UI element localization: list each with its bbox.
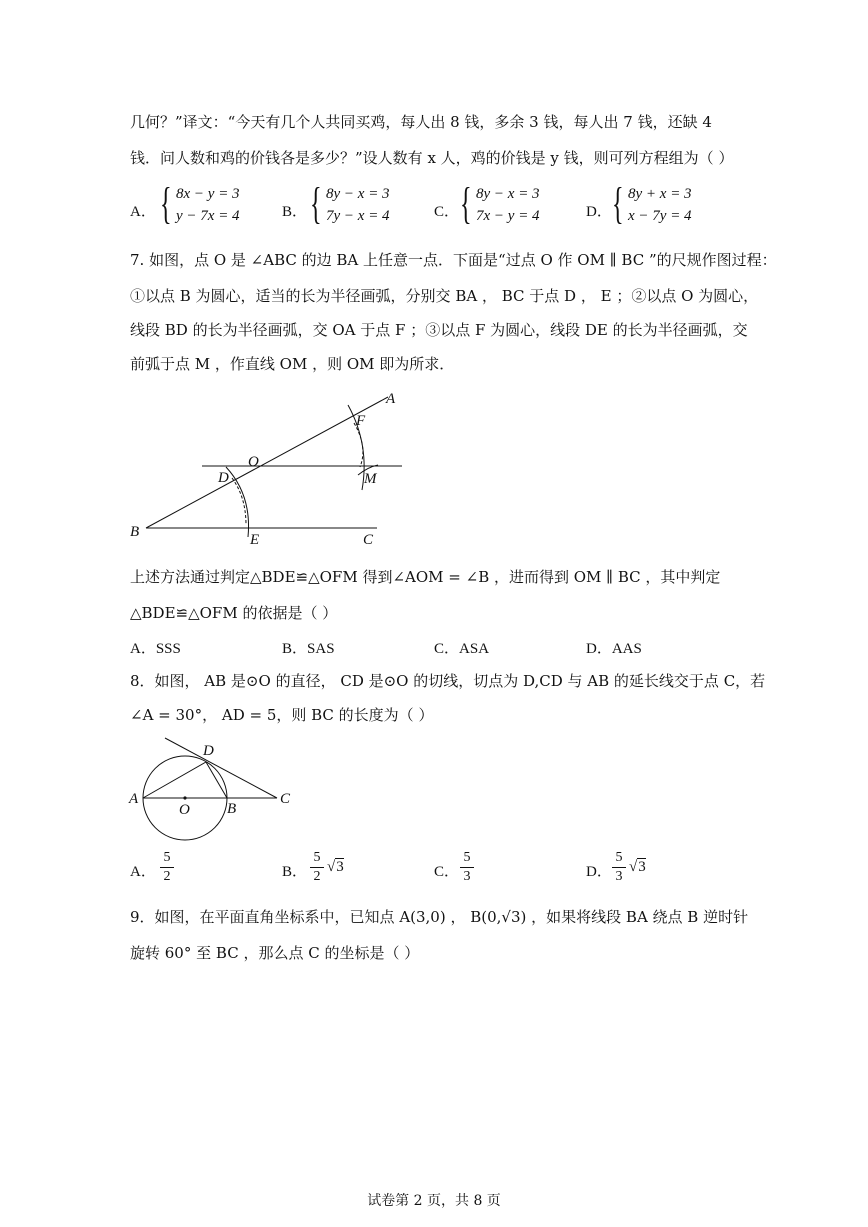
q6-line-2: 钱．问人数和鸡的价钱各是多少？”设人数有 x 人，鸡的价钱是 y 钱，则可列方程组为（ ）: [130, 149, 734, 167]
page-footer: 试卷第 2 页，共 8 页: [367, 1193, 501, 1209]
q8-option-b-sqrt: √3: [327, 859, 344, 875]
tangent-dc: [165, 738, 277, 798]
label-b: B: [130, 524, 140, 540]
q6-option-d-eq2: x − 7y = 4: [628, 208, 692, 224]
q8-option-a-fraction: $\frac{5}{2}$: [160, 849, 174, 886]
q7-option-a: A．SSS: [130, 641, 181, 657]
label-e: E: [250, 532, 260, 548]
arc-de-solid: [226, 467, 249, 537]
q8-line-1: 8．如图， AB 是⊙O 的直径， CD 是⊙O 的切线，切点为 D,CD 与 AB 的延长线交于点 C，若: [130, 672, 766, 690]
q8-option-c-label: C．: [434, 864, 460, 880]
chord-db: [206, 762, 227, 798]
q7-option-b: B．SAS: [282, 641, 335, 657]
q8-figure: [125, 733, 305, 845]
label-a: A: [386, 391, 396, 407]
q6-option-b-eq1: 8y − x = 3: [326, 186, 390, 202]
label-c: C: [363, 532, 374, 548]
q7-line-4: 前弧于点 M ，作直线 OM ，则 OM 即为所求．: [130, 355, 455, 373]
chord-ad: [143, 762, 206, 798]
label-d: D: [203, 743, 214, 759]
q9-line-1: 9．如图，在平面直角坐标系中，已知点 A(3,0) ， B(0,√3) ，如果将线段 BA 绕点 B 逆时针: [130, 908, 749, 926]
q7-figure: [120, 385, 420, 550]
q8-option-b-fraction: $\frac{5}{2}$: [310, 849, 324, 886]
q6-option-b-label: B．: [282, 204, 308, 220]
q7-line-2: ①以点 B 为圆心，适当的长为半径画弧，分别交 BA ， BC 于点 D ， E ；②以点 O 为圆心，: [130, 287, 759, 305]
q8-option-b-label: B．: [282, 864, 308, 880]
q6-option-a-eq2: y − 7x = 4: [176, 208, 240, 224]
q6-option-a-eq1: 8x − y = 3: [176, 186, 240, 202]
label-c: C: [280, 791, 291, 807]
q6-option-c-label: C．: [434, 204, 460, 220]
q6-option-d-eq1: 8y + x = 3: [628, 186, 692, 202]
label-d: D: [218, 470, 229, 486]
label-o: O: [179, 802, 190, 818]
q6-option-c-eq2: 7x − y = 4: [476, 208, 540, 224]
q7-line-3: 线段 BD 的长为半径画弧，交 OA 于点 F ；③以点 F 为圆心，线段 DE 的长为半径画弧，交: [130, 321, 748, 339]
ray-ba: [146, 397, 388, 528]
label-f: F: [356, 413, 366, 429]
center-dot: [183, 796, 186, 799]
label-a: A: [129, 791, 139, 807]
q8-option-d-fraction: $\frac{5}{3}$: [612, 849, 626, 886]
q7-option-c: C．ASA: [434, 641, 490, 657]
q6-option-b-eq2: 7y − x = 4: [326, 208, 390, 224]
q6-option-d-label: D．: [586, 204, 612, 220]
q9-line-2: 旋转 60° 至 BC ，那么点 C 的坐标是（ ）: [130, 944, 420, 962]
q8-option-c-fraction: $\frac{5}{3}$: [460, 849, 474, 886]
label-o: O: [248, 454, 259, 470]
label-m: M: [364, 471, 377, 487]
label-b: B: [227, 801, 237, 817]
q8-option-d-sqrt: √3: [629, 859, 646, 875]
q6-option-c-eq1: 8y − x = 3: [476, 186, 540, 202]
q6-line-1: 几何？”译文：“今天有几个人共同买鸡，每人出 8 钱，多余 3 钱，每人出 7 钱，还缺 4: [130, 113, 712, 131]
q7-option-d: D．AAS: [586, 641, 642, 657]
q7-line-1: 7. 如图，点 O 是 ∠ABC 的边 BA 上任意一点．下面是“过点 O 作 OM ∥ BC ”的尺规作图过程：: [130, 251, 777, 269]
q8-option-a-label: A．: [130, 864, 156, 880]
q7-line-6: △BDE≌△OFM 的依据是（ ）: [130, 604, 338, 622]
q8-option-d-label: D．: [586, 864, 612, 880]
q7-line-5: 上述方法通过判定△BDE≌△OFM 得到∠AOM = ∠B ，进而得到 OM ∥ BC ，其中判定: [130, 568, 721, 586]
q8-line-2: ∠A = 30°， AD = 5，则 BC 的长度为（ ）: [130, 706, 434, 724]
q6-option-a-label: A．: [130, 204, 156, 220]
